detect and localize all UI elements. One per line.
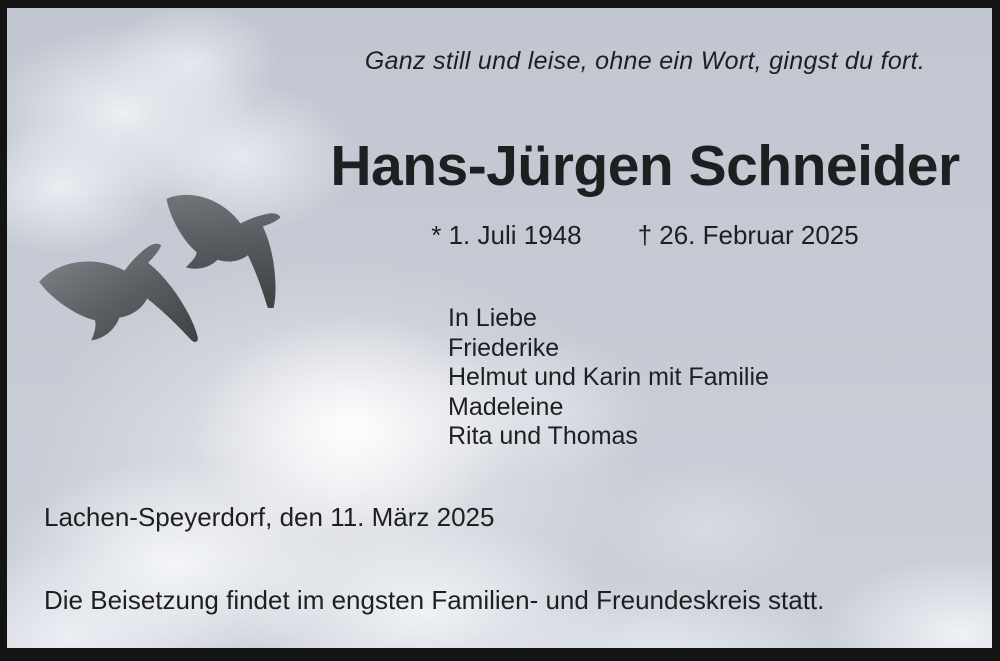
birth-date: * 1. Juli 1948 xyxy=(431,220,582,250)
obituary-notice xyxy=(7,8,992,648)
place-and-date: Lachen-Speyerdorf, den 11. März 2025 xyxy=(44,502,495,532)
mourners-line: Helmut und Karin mit Familie xyxy=(448,363,769,391)
mourners-line: In Liebe xyxy=(448,304,537,332)
mourners-line: Rita und Thomas xyxy=(448,422,638,450)
death-date: † 26. Februar 2025 xyxy=(637,220,859,250)
mourners-line: Friederike xyxy=(448,333,560,362)
funeral-notice: Die Beisetzung findet im engsten Familien- und Freundeskreis statt. xyxy=(44,585,825,615)
seagull-icon xyxy=(33,234,209,356)
deceased-name: Hans-Jürgen Schneider xyxy=(330,134,960,198)
seagull-icon xyxy=(149,176,307,308)
mourners-list xyxy=(448,304,769,452)
mourners-line: Madeleine xyxy=(448,392,564,421)
life-dates xyxy=(285,220,992,251)
memorial-quote: Ganz still und leise, ohne ein Wort, gingst du fort. xyxy=(364,47,926,75)
